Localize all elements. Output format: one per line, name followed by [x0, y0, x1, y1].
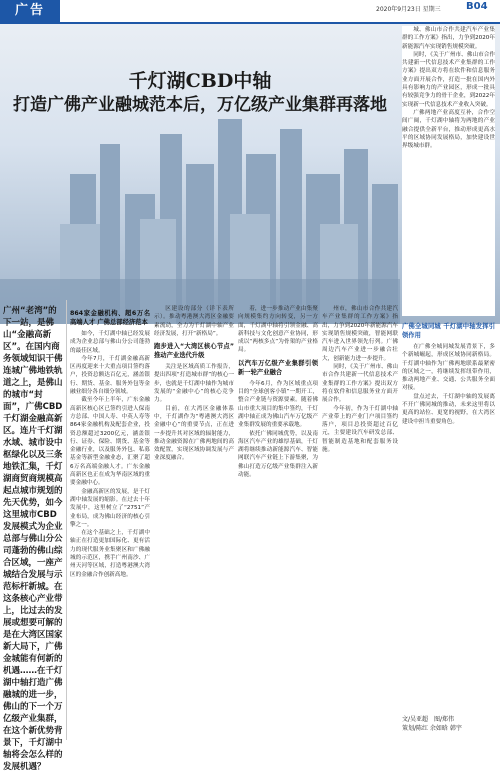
- paragraph: 着，进一步推动产业由集聚向规模集约方向转变，另一方面，千灯湖中轴将引领金融、高新科技与文化创意产业协同，形成以“两核多点”为骨架的产业格局。: [238, 306, 318, 354]
- section-tag: 广告: [0, 0, 60, 22]
- headline-line-1: 千灯湖CBD中轴: [128, 70, 272, 92]
- lead-column: [3, 305, 63, 772]
- paragraph: 依托广佛同城优势，以及南海区汽车产业的雄厚基础，千灯湖将继续推动新能源汽车、智能网联汽车产业链上下游集聚，为佛山打造万亿级产业集群注入新动能。: [238, 430, 318, 479]
- right-top-paragraph: 同时，《关于广州市、佛山市合作共建新一代信息技术产业集群的工作方案》提出双方将在软件和信息服务业方面开展合作，打造一批在国内外具有影响力的产业园区，形成一批具有较强竞争力的骨干企业，到2022年实现新一代信息技术产业收入突破。: [402, 51, 495, 108]
- section-heading: 跑步进入“大湾区核心节点” 推动产业迭代升级: [154, 343, 234, 360]
- paragraph: 如今，千灯湖中轴已经发展成为企业总部与佛山分公司蓬勃的最佳区域。: [70, 331, 150, 354]
- paragraph: 金融高新区的发展，是千灯湖中轴发展的缩影。在过去十年发展中，这里树立了“2751”产业布局，成为佛山经济的核心引擎之一。: [70, 488, 150, 528]
- paragraph: 区建设的部分（详下表所示）。推动粤港澳大湾区金融要素流动，全力为千灯湖中轴产业经济发展，打开“新格局”。: [154, 306, 234, 337]
- paragraph: 截至今年上半年，广东金融高新区核心区已签约引进人保南方总部、中国人寿、中英人寿等864家金融机构及配套企业，投资总额超过3200亿元，涵盖银行、证券、保险、期货、基金等金融行业，以及服务外包、私募基金等新型金融业态，汇聚了超6万名高端金融人才。广东金融高新区也正在成为华南区域的重要金融中心。: [70, 397, 150, 487]
- issue-date: 2020年9月23日 星期三: [376, 6, 441, 13]
- paragraph: 今年7月，千灯湖金融高新区再度迎来十大重点项目签约落户，投资总额达百亿元，涵盖银行、期货、基金、服务外包等金融业细分各自细分领域。: [70, 355, 150, 396]
- article-column-b: [154, 305, 234, 745]
- lead-text: 广州“老湾”的下一站，是佛山“金融高新区”。在国内商务领域知识干佛连城广佛地铁轨道之上，是佛山的城市“封面”，广佛CBD千灯湖金融高新区。连片千灯湖水域、城市设中枢绿化以及三条地铁汇集，千灯湖商贸商规模高起点城市规划的先天优势，如今这里城市CBD发展模式为企业总部与佛山分公司蓬勃的佛山综合区域，一座产城结合发展与示范标杆新城。在这条核心产业带上，比过去的发展或想要可解的是在大湾区国家新大局下，广佛金城能有何新的机遇……在千灯湖中轴打造广佛融城的进一步，佛山的下一个万亿级产业集群，在这个新优势背景下，千灯湖中轴将会怎么样的发展机遇？: [3, 306, 63, 772]
- headline-line-2: 打造广佛产业融城范本后，万亿级产业集群再落地: [13, 95, 387, 115]
- article-column-a: [70, 305, 150, 745]
- column-divider: [66, 300, 67, 740]
- article-column-c: [238, 305, 318, 745]
- section-heading: 以汽车万亿级产业集群引领新一轮产业融合: [238, 359, 318, 376]
- article-column-e: [402, 318, 495, 713]
- paragraph: 目前，在大湾区金融体系中，千灯湖作为“粤港澳大湾区金融中心”的重要节点，正在进一步提升其对区域的辐射能力，推动金融资源在广佛两地间的高效配置，实现区域协调发展与产业深度融合。: [154, 405, 234, 462]
- author-credit: 文/吴亚超 图/郑伟: [402, 716, 455, 723]
- paragraph: 今年初，作为千灯湖中轴产业带上的产业门户项目签约落户，项目总投资超过百亿元，主要建设汽车研发总部、智能制造基地和配套服务设施。: [322, 405, 398, 454]
- right-column-top: [402, 26, 495, 316]
- paragraph: 州市，佛山市合作共建汽车产业集群的工作方案》指出，力争到2020年新能源汽车实现销售规模突破，智能网联汽车进入世界领先行列。广佛周边汽车产业进一步融合壮大，创新能力进一步提升。: [322, 306, 398, 362]
- page-header: [0, 0, 500, 22]
- article-column-d: [322, 305, 398, 745]
- section-heading: 864家金融机构、超6万名高端人才 广佛总部经济范本: [70, 310, 150, 326]
- paragraph: 今年6月，作为区域重点项目的“全球创客小镇”一期开工，整合产业链与资源要素。随着佛山市重大项目的集中签约，千灯湖中轴正成为佛山汽车万亿级产业集群发展的重要承载地。: [238, 380, 318, 429]
- planner-credit: 策划/陈红 余如晗 韩宇: [402, 725, 462, 732]
- paragraph: 关注是区域高质工作报告，提出四项“打造城市群”的核心一步，也就是千灯湖中轴作为城市发展的“金融中心”的核心竞争力。: [154, 364, 234, 404]
- right-top-paragraph: 城、佛山市合作共建汽车产业集群的工作方案》指出，力争到2020年新能源汽车实现销售规模突破。: [402, 27, 495, 50]
- section-heading: 广佛全城同城 千灯湖中轴发挥引领作用: [402, 323, 495, 339]
- paragraph: 盘点过去，千灯湖中轴的发展离不开广佛同城的推动，未来这里将以更高的站位、更宽的视野，在大湾区建设中担当重要角色。: [402, 393, 495, 425]
- paragraph: 在广佛全城同城发展背景下，多个新城崛起，形成区域协同新格局。千灯湖中轴作为广佛两地联系最紧密的区域之一，将继续发挥纽带作用，推动两地产业、交通、公共服务全面对接。: [402, 344, 495, 392]
- paragraph: 在这个基础之上，千灯湖中轴正在打造更加国际化、更有活力的现代服务业集聚区和广佛融城的示范区，携手广州南沙、广州天河等区域，打造粤港澳大湾区的金融合作创新高地。: [70, 530, 150, 578]
- byline: [402, 715, 495, 733]
- right-top-paragraph: 广佛两地产业高度互补，合作空间广阔，千灯湖中轴将为两地的产业融合提供全新平台，推动形成更高水平的区域协同发展格局，加快建设世界级城市群。: [402, 109, 495, 150]
- paragraph: 同时，《关于广州市、佛山市合作共建新一代信息技术产业集群的工作方案》提出双方将在软件和信息服务业方面开展合作。: [322, 364, 398, 404]
- page-number: B04: [466, 1, 488, 12]
